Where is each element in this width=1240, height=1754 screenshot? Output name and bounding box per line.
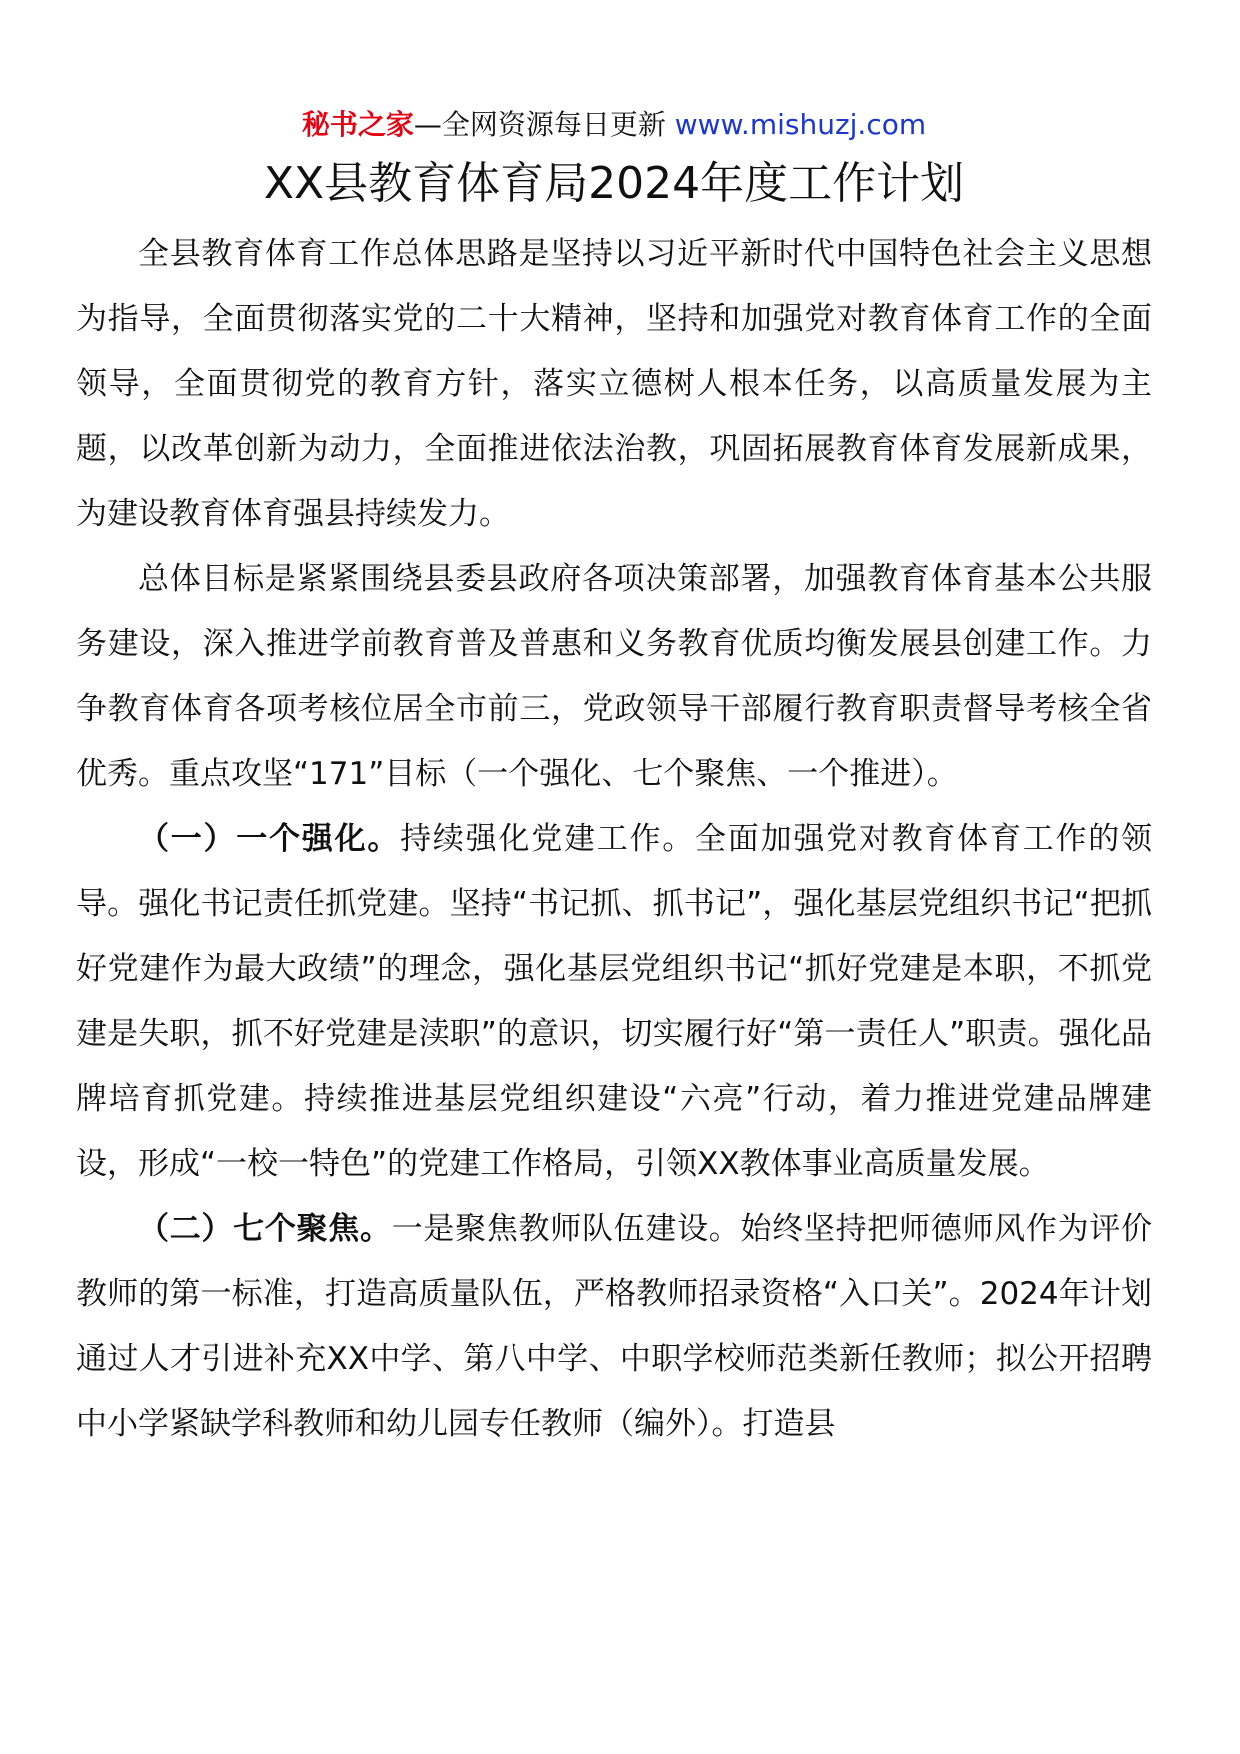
- document-body: [76, 222, 1152, 1457]
- site-link[interactable]: www.mishuzj.com: [674, 108, 927, 141]
- document-title: XX县教育体育局2024年度工作计划: [263, 158, 965, 209]
- paragraph-text: 全县教育体育工作总体思路是坚持以习近平新时代中国特色社会主义思想为指导，全面贯彻落实党的二十大精神，坚持和加强党对教育体育工作的全面领导，全面贯彻党的教育方针，落实立德树人根本任务，以高质量发展为主题，以改革创新为动力，全面推进依法治教，巩固拓展教育体育发展新成果，为建设教育体育强县持续发力。: [76, 236, 1152, 532]
- header-banner: [76, 100, 1152, 150]
- brand-name: 秘书之家: [301, 108, 414, 141]
- paragraph-4: [76, 1197, 1152, 1457]
- section-heading-two: （二）七个聚焦。: [138, 1211, 392, 1247]
- paragraph-text: 持续强化党建工作。全面加强党对教育体育工作的领导。强化书记责任抓党建。坚持“书记抓、抓书记”，强化基层党组织书记“把抓好党建作为最大政绩”的理念，强化基层党组织书记“抓好党建是本职，不抓党建是失职，抓不好党建是渎职”的意识，切实履行好“第一责任人”职责。强化品牌培育抓党建。持续推进基层党组织建设“六亮”行动，着力推进党建品牌建设，形成“一校一特色”的党建工作格局，引领XX教体事业高质量发展。: [76, 821, 1153, 1182]
- section-heading-one: （一）一个强化。: [138, 821, 401, 857]
- paragraph-2: [76, 547, 1152, 807]
- banner-tagline: —全网资源每日更新: [413, 108, 675, 141]
- paragraph-1: [76, 222, 1152, 547]
- paragraph-3: [76, 807, 1152, 1197]
- paragraph-text: 一是聚焦教师队伍建设。始终坚持把师德师风作为评价教师的第一标准，打造高质量队伍，严格教师招录资格“入口关”。2024年计划通过人才引进补充XX中学、第八中学、中职学校师范类新任教师；拟公开招聘中小学紧缺学科教师和幼儿园专任教师（编外）。打造县: [76, 1211, 1153, 1442]
- paragraph-text: 总体目标是紧紧围绕县委县政府各项决策部署，加强教育体育基本公共服务建设，深入推进学前教育普及普惠和义务教育优质均衡发展县创建工作。力争教育体育各项考核位居全市前三，党政领导干部履行教育职责督导考核全省优秀。重点攻坚“171”目标（一个强化、七个聚焦、一个推进）。: [76, 561, 1152, 792]
